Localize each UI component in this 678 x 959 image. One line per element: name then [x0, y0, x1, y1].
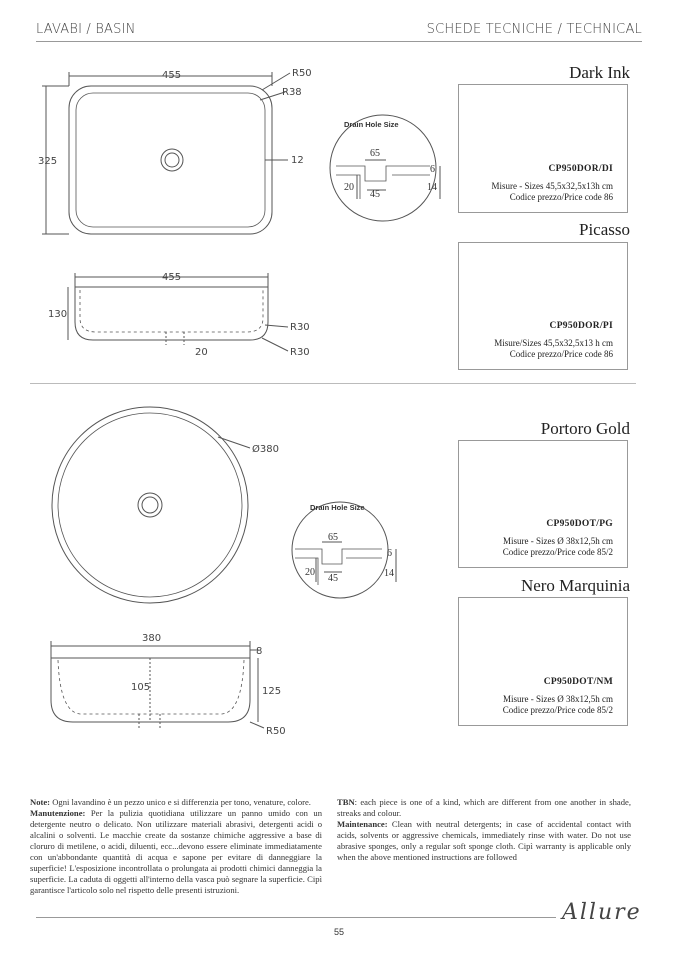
product-size: Misure - Sizes 45,5x32,5x13h cm — [491, 181, 613, 191]
product-spec-box — [458, 597, 628, 726]
rect-basin-top-view — [42, 72, 290, 234]
rect-top-height-label: 325 — [38, 156, 58, 167]
drain-2-thickness: 14 — [384, 568, 394, 579]
page-number: 55 — [333, 927, 344, 937]
drain-1-thickness: 14 — [427, 182, 437, 193]
rect-top-outer-radius-label: R50 — [292, 68, 312, 79]
rect-top-rim-label: 12 — [291, 155, 304, 166]
drain-detail-1 — [330, 115, 440, 221]
drain-2-title: Drain Hole Size — [310, 503, 365, 512]
section-divider — [30, 383, 636, 384]
drain-2-bottom-diameter: 45 — [328, 573, 338, 584]
rect-top-width-label: 455 — [162, 70, 182, 81]
round-side-inner-depth-label: 105 — [131, 682, 151, 693]
product-size: Misure - Sizes Ø 38x12,5h cm — [503, 694, 613, 704]
drain-1-title: Drain Hole Size — [344, 120, 399, 129]
round-top-diameter-label: Ø380 — [252, 444, 279, 455]
round-basin-top-view — [52, 407, 250, 603]
product-price-code: Codice prezzo/Price code 86 — [509, 349, 613, 359]
rect-side-inner-radius-label: R30 — [290, 322, 310, 333]
product-name: Portoro Gold — [540, 419, 630, 438]
drain-1-depth: 20 — [344, 182, 354, 193]
product-code: CP950DOR/PI — [549, 321, 613, 331]
product-code: CP950DOT/PG — [546, 519, 613, 529]
allure-logo: Allure — [562, 900, 642, 925]
notes-english — [337, 797, 631, 863]
maintenance-label: Maintenance: — [337, 819, 388, 829]
round-side-rim-label: 8 — [256, 646, 263, 657]
footer-divider — [36, 917, 556, 918]
note-text: Ogni lavandino è un pezzo unico e si differenzia per tono, venature, colore. — [50, 797, 311, 807]
product-spec-box — [458, 84, 628, 213]
maintenance-label: Manutenzione: — [30, 808, 86, 818]
product-price-code: Codice prezzo/Price code 85/2 — [502, 547, 613, 557]
notes-italian — [30, 797, 322, 896]
product-code: CP950DOR/DI — [548, 164, 613, 174]
rect-side-base-label: 20 — [195, 347, 208, 358]
header-section-title: LAVABI / BASIN — [36, 22, 136, 37]
header-document-title: SCHEDE TECNICHE / TECHNICAL — [426, 22, 642, 37]
rect-side-outer-radius-label: R30 — [290, 347, 310, 358]
product-name: Picasso — [579, 220, 630, 239]
drain-1-bottom-diameter: 45 — [370, 189, 380, 200]
round-side-width-label: 380 — [142, 633, 162, 644]
drain-1-rim: 6 — [430, 164, 435, 175]
product-name: Nero Marquinia — [520, 576, 630, 595]
product-code: CP950DOT/NM — [543, 677, 613, 687]
product-size: Misure/Sizes 45,5x32,5x13 h cm — [494, 338, 613, 348]
drain-2-rim: 6 — [387, 548, 392, 559]
drain-2-top-diameter: 65 — [328, 532, 338, 543]
rect-side-width-label: 455 — [162, 272, 182, 283]
maintenance-text: Per la pulizia quotidiana utilizzare un panno umido con un detergente neutro o delicato. Non utilizzare materiali abrasivi, detergenti acidi o alcalini o solventi. Le macchie create da sostanze chimiche aggressive a base di cloruro di metilene, o acidi, diluenti, ecc...devono essere eliminate immediatamente con un'abbondante quantità di acqua e sapone per evitare di danneggiare la superficie! L'esposizione incontrollata o prolungata ai prodotti chimici danneggia la superficie. La caduta di oggetti all'interno della vasca può segnare la superficie. Cipì garantisce l'articolo solo nel rispetto delle presenti istruzioni. — [30, 808, 322, 895]
drain-detail-2 — [292, 502, 396, 598]
product-price-code: Codice prezzo/Price code 86 — [509, 192, 613, 202]
maintenance-text: Clean with neutral detergents; in case of accidental contact with acids, solvents or aggressive chemicals, immediately rinse with water. Do not use abrasive sponges, only a regular soft sponge cloth. Cipì warranty is applicable only when the above mentioned instructions are followed — [337, 819, 631, 862]
product-name: Dark Ink — [569, 63, 630, 82]
note-label: Note: — [30, 797, 51, 807]
drain-1-top-diameter: 65 — [370, 148, 380, 159]
rect-side-height-label: 130 — [48, 309, 68, 320]
product-spec-box — [458, 440, 628, 568]
product-price-code: Codice prezzo/Price code 85/2 — [502, 705, 613, 715]
drain-2-depth: 20 — [305, 567, 315, 578]
round-side-outer-depth-label: 125 — [262, 686, 282, 697]
product-spec-box — [458, 242, 628, 370]
tbn-text: : each piece is one of a kind, which are different from one another in shade, streaks and colour. — [337, 797, 631, 818]
rect-basin-side-view — [68, 273, 288, 351]
tbn-label: TBN — [337, 797, 355, 807]
round-basin-side-view — [51, 641, 264, 728]
round-side-radius-label: R50 — [266, 726, 286, 737]
product-size: Misure - Sizes Ø 38x12,5h cm — [503, 536, 613, 546]
rect-top-inner-radius-label: R38 — [282, 87, 302, 98]
